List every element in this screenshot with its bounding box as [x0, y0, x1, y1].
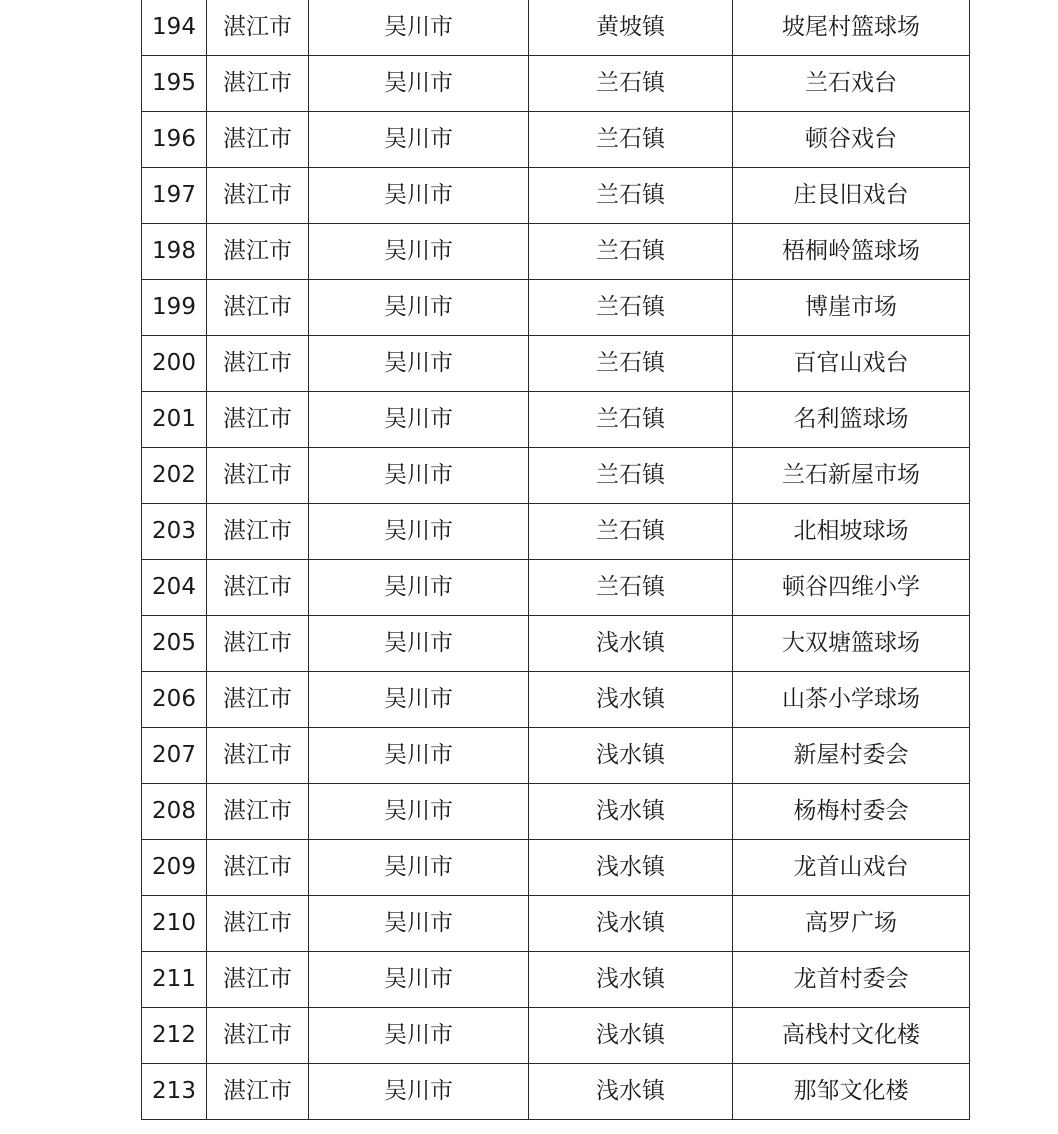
- cell-city: 湛江市: [207, 1064, 309, 1120]
- cell-town: 兰石镇: [529, 448, 733, 504]
- cell-town: 兰石镇: [529, 280, 733, 336]
- cell-row-number: 198: [142, 224, 207, 280]
- cell-county: 吴川市: [309, 56, 529, 112]
- cell-venue: 新屋村委会: [733, 728, 970, 784]
- cell-county: 吴川市: [309, 840, 529, 896]
- cell-city: 湛江市: [207, 1008, 309, 1064]
- cell-city: 湛江市: [207, 448, 309, 504]
- cell-town: 兰石镇: [529, 336, 733, 392]
- table-row: [142, 728, 970, 784]
- cell-row-number: 199: [142, 280, 207, 336]
- cell-city: 湛江市: [207, 112, 309, 168]
- cell-venue: 博崖市场: [733, 280, 970, 336]
- cell-venue: 顿谷四维小学: [733, 560, 970, 616]
- table-row: [142, 336, 970, 392]
- cell-city: 湛江市: [207, 0, 309, 56]
- cell-town: 兰石镇: [529, 168, 733, 224]
- table-row: [142, 392, 970, 448]
- cell-town: 兰石镇: [529, 112, 733, 168]
- cell-town: 兰石镇: [529, 56, 733, 112]
- cell-city: 湛江市: [207, 896, 309, 952]
- table-row: [142, 224, 970, 280]
- cell-row-number: 212: [142, 1008, 207, 1064]
- venue-table: [141, 0, 970, 1120]
- cell-venue: 北相坡球场: [733, 504, 970, 560]
- cell-row-number: 200: [142, 336, 207, 392]
- cell-city: 湛江市: [207, 280, 309, 336]
- cell-venue: 那邹文化楼: [733, 1064, 970, 1120]
- table-row: [142, 616, 970, 672]
- cell-town: 兰石镇: [529, 224, 733, 280]
- cell-city: 湛江市: [207, 616, 309, 672]
- table-row: [142, 896, 970, 952]
- cell-town: 浅水镇: [529, 728, 733, 784]
- cell-venue: 兰石戏台: [733, 56, 970, 112]
- cell-row-number: 197: [142, 168, 207, 224]
- cell-row-number: 201: [142, 392, 207, 448]
- cell-city: 湛江市: [207, 784, 309, 840]
- cell-row-number: 208: [142, 784, 207, 840]
- cell-town: 黄坡镇: [529, 0, 733, 56]
- cell-row-number: 194: [142, 0, 207, 56]
- cell-venue: 顿谷戏台: [733, 112, 970, 168]
- cell-city: 湛江市: [207, 168, 309, 224]
- cell-venue: 龙首村委会: [733, 952, 970, 1008]
- table-row: [142, 56, 970, 112]
- table-row: [142, 0, 970, 56]
- cell-venue: 杨梅村委会: [733, 784, 970, 840]
- table-row: [142, 1008, 970, 1064]
- cell-county: 吴川市: [309, 1008, 529, 1064]
- cell-county: 吴川市: [309, 0, 529, 56]
- cell-town: 兰石镇: [529, 392, 733, 448]
- cell-county: 吴川市: [309, 896, 529, 952]
- cell-city: 湛江市: [207, 840, 309, 896]
- cell-county: 吴川市: [309, 280, 529, 336]
- document-page: [141, 0, 966, 1130]
- cell-city: 湛江市: [207, 672, 309, 728]
- cell-venue: 大双塘篮球场: [733, 616, 970, 672]
- cell-row-number: 202: [142, 448, 207, 504]
- cell-venue: 百官山戏台: [733, 336, 970, 392]
- cell-county: 吴川市: [309, 672, 529, 728]
- cell-row-number: 203: [142, 504, 207, 560]
- cell-row-number: 204: [142, 560, 207, 616]
- cell-row-number: 196: [142, 112, 207, 168]
- cell-city: 湛江市: [207, 560, 309, 616]
- cell-county: 吴川市: [309, 504, 529, 560]
- cell-row-number: 210: [142, 896, 207, 952]
- cell-county: 吴川市: [309, 560, 529, 616]
- cell-town: 浅水镇: [529, 672, 733, 728]
- cell-row-number: 209: [142, 840, 207, 896]
- cell-county: 吴川市: [309, 168, 529, 224]
- cell-county: 吴川市: [309, 336, 529, 392]
- cell-venue: 名利篮球场: [733, 392, 970, 448]
- cell-venue: 梧桐岭篮球场: [733, 224, 970, 280]
- cell-town: 浅水镇: [529, 896, 733, 952]
- cell-venue: 庄艮旧戏台: [733, 168, 970, 224]
- cell-row-number: 205: [142, 616, 207, 672]
- cell-county: 吴川市: [309, 448, 529, 504]
- table-row: [142, 1064, 970, 1120]
- cell-row-number: 195: [142, 56, 207, 112]
- cell-row-number: 206: [142, 672, 207, 728]
- cell-row-number: 211: [142, 952, 207, 1008]
- cell-town: 浅水镇: [529, 1008, 733, 1064]
- table-row: [142, 560, 970, 616]
- cell-county: 吴川市: [309, 112, 529, 168]
- cell-county: 吴川市: [309, 392, 529, 448]
- cell-town: 浅水镇: [529, 840, 733, 896]
- cell-row-number: 213: [142, 1064, 207, 1120]
- table-row: [142, 280, 970, 336]
- cell-city: 湛江市: [207, 728, 309, 784]
- cell-county: 吴川市: [309, 616, 529, 672]
- cell-county: 吴川市: [309, 224, 529, 280]
- cell-county: 吴川市: [309, 728, 529, 784]
- table-row: [142, 672, 970, 728]
- table-body: [142, 0, 970, 1120]
- cell-venue: 山茶小学球场: [733, 672, 970, 728]
- cell-city: 湛江市: [207, 224, 309, 280]
- cell-venue: 高栈村文化楼: [733, 1008, 970, 1064]
- cell-venue: 龙首山戏台: [733, 840, 970, 896]
- cell-town: 浅水镇: [529, 952, 733, 1008]
- cell-city: 湛江市: [207, 336, 309, 392]
- cell-city: 湛江市: [207, 504, 309, 560]
- table-row: [142, 112, 970, 168]
- cell-town: 兰石镇: [529, 560, 733, 616]
- table-row: [142, 504, 970, 560]
- table-row: [142, 952, 970, 1008]
- cell-county: 吴川市: [309, 952, 529, 1008]
- cell-city: 湛江市: [207, 392, 309, 448]
- cell-county: 吴川市: [309, 784, 529, 840]
- table-row: [142, 784, 970, 840]
- cell-venue: 兰石新屋市场: [733, 448, 970, 504]
- cell-town: 浅水镇: [529, 784, 733, 840]
- cell-town: 浅水镇: [529, 616, 733, 672]
- cell-town: 浅水镇: [529, 1064, 733, 1120]
- cell-row-number: 207: [142, 728, 207, 784]
- cell-venue: 坡尾村篮球场: [733, 0, 970, 56]
- table-row: [142, 840, 970, 896]
- table-row: [142, 168, 970, 224]
- cell-city: 湛江市: [207, 56, 309, 112]
- cell-city: 湛江市: [207, 952, 309, 1008]
- cell-venue: 高罗广场: [733, 896, 970, 952]
- cell-county: 吴川市: [309, 1064, 529, 1120]
- cell-town: 兰石镇: [529, 504, 733, 560]
- table-row: [142, 448, 970, 504]
